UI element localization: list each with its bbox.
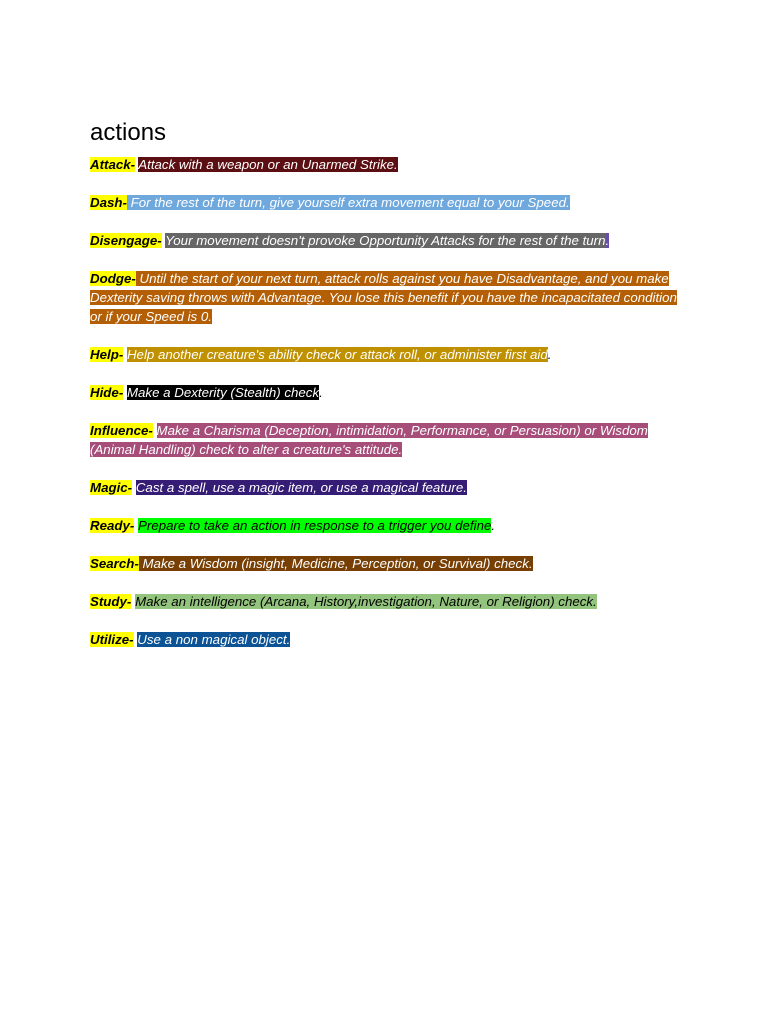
action-entry — [90, 193, 680, 212]
action-description: Help another creature's ability check or attack roll, or administer first aid — [126, 347, 548, 362]
action-term: Dodge- — [90, 271, 136, 286]
action-entry — [90, 592, 680, 611]
action-tail-punctuation: . — [319, 385, 323, 400]
action-term: Utilize- — [90, 632, 134, 647]
action-term: Influence- — [90, 423, 153, 438]
action-description: Use a non magical object. — [137, 632, 291, 647]
action-entry — [90, 231, 680, 250]
action-description: For the rest of the turn, give yourself extra movement equal to your Speed. — [126, 195, 570, 210]
action-tail-punctuation: . — [547, 347, 552, 362]
action-entry — [90, 383, 680, 402]
action-entry — [90, 516, 680, 535]
action-term: Hide- — [90, 385, 124, 400]
action-term: Ready- — [90, 518, 135, 533]
action-term: Dash- — [90, 195, 127, 210]
action-description: Your movement doesn't provoke Opportunity Attacks for the rest of the turn — [165, 233, 606, 248]
action-description: Make a Charisma (Deception, intimidation, Performance, or Persuasion) or Wisdom (Animal Handling) check to alter a creature's attitude. — [90, 423, 648, 457]
action-term: Disengage- — [90, 233, 162, 248]
action-term: Attack- — [90, 157, 136, 172]
action-term: Magic- — [90, 480, 133, 495]
action-entry — [90, 269, 680, 326]
action-description: Until the start of your next turn, attack rolls against you have Disadvantage, and you make Dexterity saving throws with Advantage. You lose this benefit if you have the incapacitated condition or if your Speed is 0. — [90, 271, 677, 324]
action-description: Make a Dexterity (Stealth) check — [126, 385, 320, 400]
actions-list — [90, 155, 680, 649]
term-gap — [153, 423, 157, 438]
action-description: Make a Wisdom (insight, Medicine, Perception, or Survival) check. — [138, 556, 533, 571]
action-term: Study- — [90, 594, 132, 609]
action-description: Cast a spell, use a magic item, or use a magical feature. — [135, 480, 467, 495]
action-description: Make an intelligence (Arcana, History,investigation, Nature, or Religion) check. — [135, 594, 597, 609]
document-title: actions — [90, 119, 167, 146]
action-description: Prepare to take an action in response to a trigger you define — [138, 518, 492, 533]
action-description: Attack with a weapon or an Unarmed Strike. — [138, 157, 398, 172]
action-entry — [90, 630, 680, 649]
action-entry — [90, 345, 680, 364]
action-entry — [90, 421, 680, 459]
document-page — [90, 118, 680, 668]
action-tail-punctuation: . — [491, 518, 496, 533]
action-term: Search- — [90, 556, 139, 571]
action-entry — [90, 554, 680, 573]
action-entry — [90, 478, 680, 497]
action-tail-punctuation: . — [605, 233, 610, 248]
action-term: Help- — [90, 347, 124, 362]
action-entry — [90, 155, 680, 174]
